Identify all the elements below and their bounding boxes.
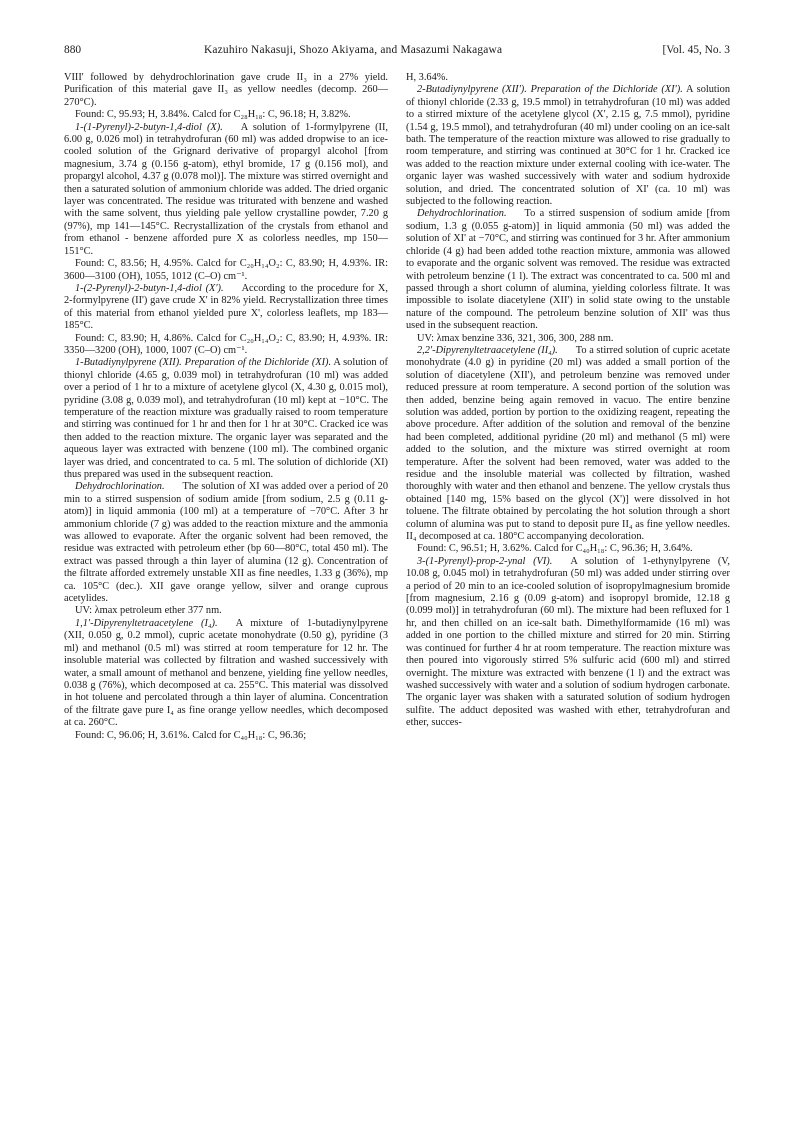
paragraph-body: A solution of 1-formylpyrene (II, 6.00 g, 0.026 mol) in tetrahydrofuran (60 ml) was added dropwise to an ice-cooled solution of the Grignard derivative of propargyl alcohol [from magnesium, 3.74 g (0.156 g-atom), ethyl bromide, 17 g (0.156 mol), and propargyl alcohol, 4.37 g (0.078 mol)]. The mixture was stirred overnight and then a saturated solution of ammonium chloride was added. The dried organic layer was concentrated. The residue was triturated with benzene and washed with the same solvent, thus yielding pale yellow crystalline powder, 7.20 g (97%), mp 141—145°C. Recrystallization of the crystals from ethanol and from ethanol - benzene afforded pure X as colorless needles, mp 150—151°C. [64, 121, 388, 257]
compound-heading: 1,1'-Dipyrenyltetraacetylene (I₄). [75, 617, 218, 629]
compound-heading: 2-Butadiynylpyrene (XII'). Preparation of the Dichloride (XI'). [417, 84, 683, 96]
paragraph [64, 618, 388, 730]
analysis-paragraph: Found: C, 83.90; H, 4.86%. Calcd for C₂₀H₁₄O₂: C, 83.90; H, 4.93%. IR: 3350—3200 (OH), 1000, 1007 (C–O) cm⁻¹. [64, 332, 388, 356]
compound-heading: 1-(1-Pyrenyl)-2-butyn-1,4-diol (X). [75, 121, 223, 133]
page-number: 880 [64, 44, 82, 56]
paragraph [64, 481, 388, 605]
paragraph [406, 84, 730, 208]
paragraph: VIII' followed by dehydrochlorination gave crude II₃ in a 27% yield. Purification of this material gave II₃ as yellow needles (decomp. 260—270°C). [64, 72, 388, 108]
paragraph-body: A solution of thionyl chloride (2.33 g, 19.5 mmol) in tetrahydrofuran (10 ml) was added to a stirred mixture of the acetylene glycol (X', 2.15 g, 7.5 mmol), pyridine (1.54 g, 19.5 mmol), and tetrahydrofuran (40 ml) under cooling on an ice-salt bath. The temperature of the reaction mixture was allowed to rise gradually to room temperature, and stirring was continued at 30°C for 1 hr. Cracked ice was added to the reaction mixture under external cooling with ice-water. The organic layer was washed successively with water and sodium hydroxide solution, and dried. The concentrated solution of XI' (ca. 10 ml) was subjected to the following reaction. [406, 84, 730, 208]
paragraph-body: The solution of XI was added over a period of 20 min to a stirred suspension of sodium amide [from sodium, 2.5 g (0.11 g-atom)] in liquid ammonia (100 ml) at a temperature of −70°C. After 3 hr ammonium chloride (7 g) was added to the reaction mixture and the ammonia was allowed to evaporate. After the organic solvent had been removed, the residue was extracted with petroleum ether (bp 60—80°C, total 450 ml). The extract was passed through a thin layer of alumina (12 g). Concentration of the filtrate afforded extremely unstable XII as fine needles, 1.33 g (36%), mp ca. 105°C (dec.). XII gave orange yellow, silver and orange cuprous acetylides. [64, 481, 388, 605]
paragraph-body: A solution of thionyl chloride (4.65 g, 0.039 mol) in tetrahydrofuran (10 ml) was added over a period of 1 hr to a mixture of acetylene glycol (X, 4.30 g, 0.015 mol), pyridine (3.08 g, 0.039 mol), and tetrahydrofuran (10 ml) kept at −10°C. The temperature of the reaction mixture was gradually raised to room temperature and stirring was continued for 1 hr and then for 1 hr at 30°C. Cracked ice was then added to the reaction mixture. The organic layer was separated and the aqueous layer was extracted with benzene (100 ml). The combined organic layer was dried, and concentrated to ca. 5 ml. The solution of dichloride (XI) thus prepared was used in the subsequent reaction. [64, 357, 388, 480]
left-column [64, 72, 388, 742]
paragraph [406, 208, 730, 332]
uv-data: UV: λmax petroleum ether 377 nm. [75, 605, 222, 617]
paragraph [406, 345, 730, 544]
paragraph: H, 3.64%. [406, 72, 448, 83]
paragraph [406, 556, 730, 730]
analysis-paragraph: Found: C, 83.56; H, 4.95%. Calcd for C₂₀H₁₄O₂: C, 83.90; H, 4.93%. IR: 3600—3100 (OH), 1055, 1012 (C–O) cm⁻¹. [64, 258, 388, 282]
journal-volume: [Vol. 45, No. 3 [662, 44, 730, 56]
compound-heading: 1-(2-Pyrenyl)-2-butyn-1,4-diol (X'). [75, 282, 224, 294]
page-header [64, 44, 730, 60]
section-heading: Dehydrochlorination. [75, 481, 165, 493]
paragraph-body: To a stirred suspension of sodium amide [from sodium, 1.3 g (0.055 g-atom)] in liquid ammonia (50 ml) was added the solution of XI' at −70°C, and stirring was continued for 3 hr. After ammonium chloride (4 g) had been added tothe reaction mixture, ammonia was allowed to evaporate and the organic solvent was removed. The residue was extracted with petroleum benzine (1 l). The extract was concentrated to ca. 500 ml and passed through a short column of alumina, yielding colorless filtrate. It was impossible to isolate diacetylene (XII') in solid state owing to the unstable nature of the compound. The petroleum benzine solution of XII' was thus used in the subsequent reaction. [406, 208, 730, 332]
uv-data: UV: λmax benzine 336, 321, 306, 300, 288 nm. [417, 332, 614, 344]
running-head-authors: Kazuhiro Nakasuji, Shozo Akiyama, and Masazumi Nakagawa [204, 44, 503, 56]
compound-heading: 2,2'-Dipyrenyltetraacetylene (II₄). [417, 344, 558, 356]
paragraph-body: A solution of 1-ethynylpyrene (V, 10.08 g, 0.045 mol) in tetrahydrofuran (50 ml) was added under stirring over a period of 20 min to an ice-cooled solution of isopropylmagnesium bromide [from magnesium, 2.16 g (0.09 g-atom) and isopropyl bromide, 12.18 g (0.099 mol)] in tetrahydrofuran (60 ml). The mixture had been refluxed for 1 hr, and then chilled on an ice-salt bath. Dimethylformamide (16 ml) was added in one portion to the chilled mixture and stirred for 20 min. Stirring was continued for further 4 hr at room temperature. The reaction mixture was then poured into vigorously stirred 5% sulfuric acid (600 ml) and stirred overnight. The mixture was extracted with benzene (1 l) and the extract was washed successively with water and a solution of sodium hydrogen carbonate. The organic layer was shaken with a saturated solution of sodium hydrogen sulfite. The adduct deposited was washed with ether, tetrahydrofuran and ether, succes- [406, 555, 730, 729]
compound-heading: 3-(1-Pyrenyl)-prop-2-ynal (VI). [417, 555, 553, 567]
paragraph-body: A mixture of 1-butadiynylpyrene (XII, 0.050 g, 0.2 mmol), cupric acetate monohydrate (0.50 g), pyridine (3 ml) and methanol (0.5 ml) was stirred at room temperature for 12 hr. The insoluble material was collected by filtration and washed successively with water, a small amount of methanol and benzene, yielding fine yellow needles, 0.038 g (76%), which decomposed at ca. 255°C. This material was dissolved in hot toluene and percolated through a thin layer of alumina. Concentration of the filtrate gave pure I₄ as fine orange yellow needles, which decomposed at ca. 260°C. [64, 617, 388, 729]
paragraph [64, 122, 388, 258]
analysis-paragraph: Found: C, 95.93; H, 3.84%. Calcd for C₂₈H₁₈: C, 96.18; H, 3.82%. [75, 109, 351, 121]
section-heading: Dehydrochlorination. [417, 208, 507, 220]
paragraph [64, 357, 388, 481]
paragraph [64, 283, 388, 333]
analysis-paragraph: Found: C, 96.06; H, 3.61%. Calcd for C₄₀H₁₈: C, 96.36; [75, 729, 307, 741]
paragraph-body: To a stirred solution of cupric acetate monohydrate (4.0 g) in pyridine (20 ml) was added a small portion of the solution of diacetylene (XII'), and petroleum benzine was removed under reduced pressure at room temperature. A second portion of the solution was then added, benzine being again removed in vacuo. The entire benzine solution was added, portion by portion to the oxidizing reagent, repeating the above procedure. After addition of the solution and removal of the benzine had been completed, additional pyridine (20 ml) and methanol (5 ml) were added to the solution, and the mixture was stirred overnight at room temperature. After the solvent had been removed, water was added to the residue and the insoluble material was collected by filtration, washed thoroughly with water and then ethanol and benzene. The yellow crystals thus obtained [140 mg, 15% based on the glycol (X')] were dissolved in hot toluene. The filtrate obtained by percolating the hot solution through a short column of alumina was put to stand to deposit pure II₄ as fine yellow needles. II₄ decomposed at ca. 180°C accompanying decoloration. [406, 344, 730, 543]
right-column [406, 72, 730, 730]
compound-heading: 1-Butadiynylpyrene (XII). Preparation of the Dichloride (XI). [75, 357, 332, 369]
analysis-paragraph: Found: C, 96.51; H, 3.62%. Calcd for C₄₀H₁₈: C, 96.36; H, 3.64%. [417, 543, 693, 555]
paragraph-body: According to the procedure for X, 2-formylpyrene (II') gave crude X' in 82% yield. Recrystallization three times of this material from ethanol yielded pure X', colorless leaflets, mp 183—185°C. [64, 282, 388, 332]
